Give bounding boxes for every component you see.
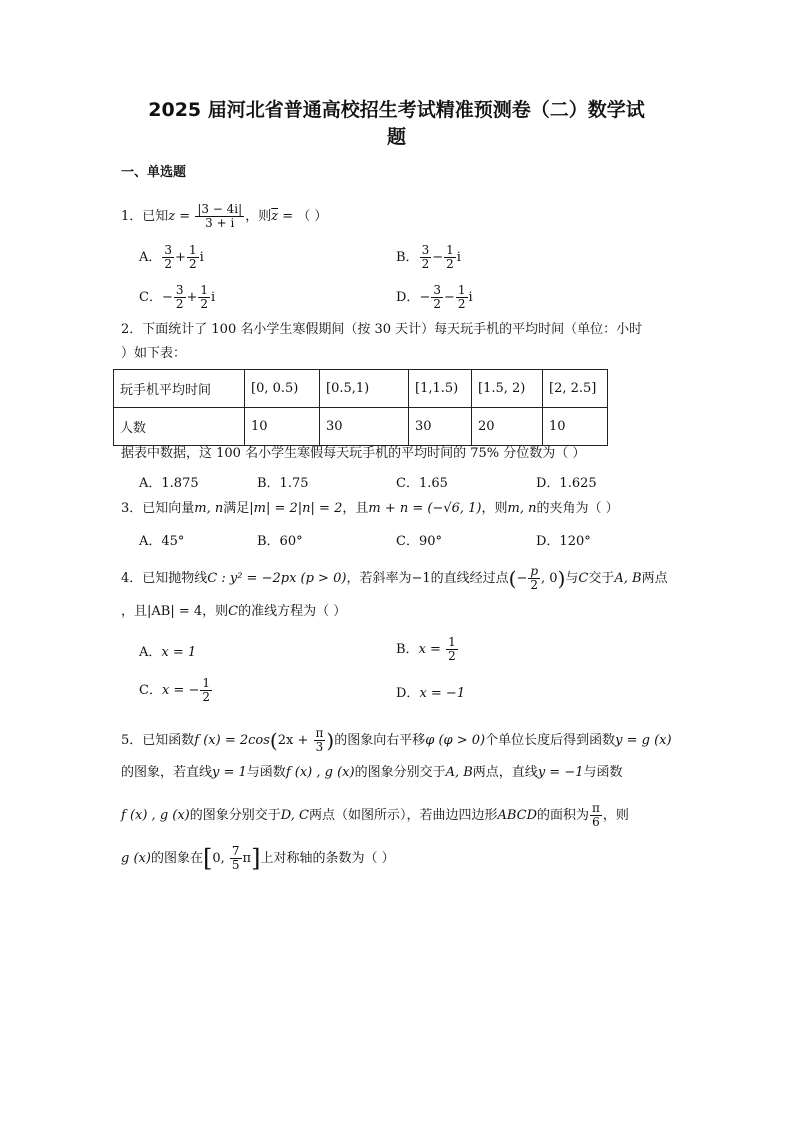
- q5-area-den: 6: [592, 815, 600, 829]
- q1-d-op: −: [443, 290, 455, 305]
- q4-text-f: 两点: [641, 571, 668, 586]
- q1-b-label: B．: [396, 250, 419, 265]
- q1-c-f2n: 1: [200, 283, 209, 297]
- q5-text-e: 与函数: [246, 765, 286, 780]
- q5-pi-den: 3: [315, 740, 324, 754]
- q3-text-c: ，且: [342, 501, 369, 516]
- q3-cond2: m + n = (−√6, 1): [368, 501, 482, 516]
- q1-a-f1d: 2: [164, 257, 173, 271]
- q4-paren-open: (: [508, 566, 517, 591]
- q1-a-frac1: [162, 244, 174, 271]
- q4-a-label: A．: [139, 645, 162, 660]
- question-5-line1: [121, 727, 672, 754]
- q4-text-c: 的直线经过点: [430, 571, 509, 586]
- q1-a-f2d: 2: [188, 257, 197, 271]
- q3-text-a: 3．已知向量: [121, 501, 195, 516]
- q5-text-l: ，则: [602, 808, 629, 823]
- table-cell: [0, 0.5): [245, 370, 320, 408]
- table-cell: [1,1.5): [409, 370, 472, 408]
- q1-mid: ，则: [245, 209, 272, 224]
- q5-ym1: y = −1: [537, 765, 584, 780]
- table-row: [114, 408, 608, 446]
- q1-c-sign: −: [161, 290, 173, 305]
- question-3: [121, 500, 619, 518]
- q4-ab: A, B: [614, 571, 642, 586]
- q1-b-frac1: [420, 244, 432, 271]
- q5-arg: 2x +: [277, 733, 313, 748]
- q4-c-expr: x = −: [161, 683, 200, 698]
- q1-c-frac2: [198, 284, 210, 311]
- q4-c-den: 2: [202, 690, 210, 704]
- exam-title-line2: 题: [386, 126, 406, 148]
- q1-d-frac1: [431, 284, 443, 311]
- section-heading: 一、单选题: [121, 165, 187, 180]
- q4-d-expr: x = −1: [419, 686, 466, 701]
- q4-point-den: 2: [530, 578, 539, 592]
- table-cell: 10: [543, 408, 608, 446]
- q1-b-f1d: 2: [421, 257, 430, 271]
- question-5-line4: [121, 845, 395, 872]
- q1-c-op: +: [186, 290, 198, 305]
- q1-a-f1n: 3: [164, 243, 173, 257]
- q1-option-b[interactable]: [396, 244, 461, 271]
- q4-point-frac: [528, 565, 540, 592]
- q1-eq: =: [175, 209, 195, 224]
- q3-vectors: m, n: [194, 501, 224, 516]
- table-cell: 30: [320, 408, 409, 446]
- question-4-line2: [121, 603, 346, 621]
- question-5-line3: [121, 802, 629, 829]
- q4-option-d[interactable]: [396, 682, 465, 701]
- q1-c-frac1: [174, 284, 186, 311]
- q5-ab: A, B: [445, 765, 473, 780]
- q5-phi: φ (φ > 0): [425, 733, 486, 748]
- q5-abcd: ABCD: [497, 808, 538, 823]
- q1-d-label: D．: [396, 290, 420, 305]
- q5-text-j: 两点（如图所示），若曲边四边形: [308, 808, 498, 823]
- q4-a-expr: x = 1: [161, 645, 197, 660]
- q1-d-f1n: 3: [433, 283, 441, 297]
- q1-b-op: −: [432, 250, 444, 265]
- q1-d-f2d: 2: [457, 297, 466, 311]
- q5-gx-2: g (x): [121, 851, 151, 866]
- q3-text-e: 的夹角为（ ）: [536, 501, 619, 516]
- q4-paren-close: ): [557, 566, 566, 591]
- q4-slope: −1: [411, 571, 431, 586]
- q1-c-f1d: 2: [175, 297, 184, 311]
- q4-option-b[interactable]: [396, 636, 459, 663]
- q3-cond1: |m| = 2|n| = 2: [249, 501, 343, 516]
- q4-text-h: ，则: [202, 604, 229, 619]
- q1-a-label: A．: [139, 250, 162, 265]
- q1-b-f2n: 1: [446, 243, 454, 257]
- q1-prefix: 1．已知: [121, 209, 169, 224]
- q4-text-a: 4．已知抛物线: [121, 571, 208, 586]
- q4-text-d: 与: [565, 571, 579, 586]
- q5-text-c: 个单位长度后得到函数: [485, 733, 616, 748]
- question-5-line2: [121, 764, 623, 782]
- table-cell: 20: [472, 408, 543, 446]
- q4-point-num: p: [530, 564, 539, 578]
- q4-b-expr: x =: [418, 642, 446, 657]
- q5-paren-open: (: [269, 728, 278, 753]
- q5-int-den: 5: [231, 858, 240, 872]
- q2-option-d[interactable]: D．1.625: [536, 476, 597, 491]
- question-2-line2: ）如下表：: [121, 346, 187, 361]
- q4-option-a[interactable]: [139, 641, 196, 660]
- table-cell: [2, 2.5]: [543, 370, 608, 408]
- q5-text-g: 两点，直线: [472, 765, 538, 780]
- q4-text-e: 交于: [588, 571, 615, 586]
- q5-text-h: 与函数: [583, 765, 623, 780]
- q5-text-a: 5．已知函数: [121, 733, 195, 748]
- q1-a-f2n: 1: [188, 243, 197, 257]
- q4-text-g: ，且: [121, 604, 148, 619]
- q5-text-m: 的图象在: [150, 851, 203, 866]
- question-2-line1: 2．下面统计了 100 名小学生寒假期间（按 30 天计）每天玩手机的平均时间（单位：小时: [121, 322, 643, 337]
- table-cell: [1.5, 2): [472, 370, 543, 408]
- q5-text-d: 的图象，若直线: [121, 765, 213, 780]
- table-cell: 10: [245, 408, 320, 446]
- q5-pi-num: π: [315, 726, 324, 740]
- q1-b-frac2: [444, 244, 456, 271]
- q5-text-b: 的图象向右平移: [334, 733, 426, 748]
- q5-area-frac: [590, 802, 602, 829]
- q1-fraction: [195, 203, 244, 230]
- q2-option-c[interactable]: C．1.65: [396, 476, 448, 491]
- q1-frac-den: 3 + i: [205, 216, 235, 230]
- q5-fx: f (x) = 2cos: [194, 733, 270, 748]
- q5-dc: D, C: [280, 808, 309, 823]
- q3-vectors-2: m, n: [507, 501, 537, 516]
- q4-b-num: 1: [448, 635, 456, 649]
- q1-z: z: [168, 209, 176, 224]
- q1-b-f1n: 3: [421, 243, 430, 257]
- q4-text-i: 的准线方程为（ ）: [238, 604, 347, 619]
- q4-option-c[interactable]: [139, 677, 213, 704]
- q1-d-f2n: 1: [457, 283, 466, 297]
- question-2-prompt: 据表中数据，这 100 名小学生寒假每天玩手机的平均时间的 75% 分位数为（ ）: [121, 446, 586, 461]
- q4-b-den: 2: [448, 649, 456, 663]
- q1-d-i: i: [468, 290, 473, 305]
- q1-c-f2d: 2: [200, 297, 209, 311]
- q4-point-tail: , 0: [541, 571, 558, 586]
- q3-option-a[interactable]: A．45°: [139, 534, 185, 549]
- usage-table: [113, 369, 608, 446]
- q1-c-f1n: 3: [175, 283, 184, 297]
- table-cell: 30: [409, 408, 472, 446]
- q4-c-label: C．: [139, 683, 162, 698]
- q3-option-b[interactable]: B．60°: [257, 534, 303, 549]
- q5-int-num: 7: [231, 844, 240, 858]
- q4-c-2: C: [228, 604, 239, 619]
- q1-d-frac2: [456, 284, 468, 311]
- q4-b-label: B．: [396, 642, 419, 657]
- q1-a-i: i: [199, 250, 204, 265]
- q4-c: C: [578, 571, 589, 586]
- q5-int-frac: [230, 845, 242, 872]
- q2-option-a[interactable]: A．1.875: [139, 476, 199, 491]
- q1-tail: = （ ）: [278, 209, 328, 224]
- q5-text-n: 上对称轴的条数为（ ）: [260, 851, 395, 866]
- exam-title-line1: 2025 届河北省普通高校招生考试精准预测卷（二）数学试: [148, 99, 645, 121]
- q5-bracket-close: ]: [251, 844, 261, 873]
- q1-a-op: +: [175, 250, 186, 265]
- table-cell: [0.5,1): [320, 370, 409, 408]
- q1-zbar: $\overline{z}$: [271, 209, 279, 224]
- q2-option-b[interactable]: B．1.75: [257, 476, 309, 491]
- q4-c-num: 1: [202, 676, 210, 690]
- q1-d-sign: −: [419, 290, 431, 305]
- q1-b-f2d: 2: [446, 257, 454, 271]
- q1-d-f1d: 2: [433, 297, 441, 311]
- table-row: [114, 370, 608, 408]
- q4-c-frac: [200, 677, 212, 704]
- q1-option-d[interactable]: [396, 284, 473, 311]
- q5-y1: y = 1: [212, 765, 247, 780]
- q5-area-num: π: [592, 801, 600, 815]
- q5-text-f: 的图象分别交于: [354, 765, 446, 780]
- q3-option-d[interactable]: D．120°: [536, 534, 591, 549]
- q5-fg-2: f (x) , g (x): [121, 808, 190, 823]
- q1-frac-num: |3 − 4i|: [197, 202, 243, 216]
- q1-a-frac2: [187, 244, 199, 271]
- q5-int-start: 0,: [212, 851, 229, 866]
- q4-text-b: ，若斜率为: [346, 571, 412, 586]
- q3-text-b: 满足: [223, 501, 250, 516]
- q1-option-a[interactable]: [139, 244, 204, 271]
- question-1: [121, 203, 327, 230]
- q5-text-i: 的图象分别交于: [189, 808, 281, 823]
- q5-bracket-open: [: [202, 844, 213, 873]
- q4-parabola: C : y² = −2px (p > 0): [207, 571, 347, 586]
- question-4-line1: 4．已知抛物线C : y² = −2px (p > 0)，若斜率为−1的直线经过点(− $\frac{p}{2}$ , 0)与C交于A, B两点: [121, 564, 668, 592]
- q4-b-frac: [446, 636, 458, 663]
- q5-fg: f (x) , g (x): [285, 765, 355, 780]
- q5-paren-close: ): [326, 728, 335, 753]
- q4-abs: |AB| = 4: [147, 604, 203, 619]
- q5-text-k: 的面积为: [537, 808, 590, 823]
- q5-gx: y = g (x): [615, 733, 672, 748]
- q5-int-pi: π: [242, 851, 252, 866]
- q4-d-label: D．: [396, 686, 420, 701]
- q1-c-label: C．: [139, 290, 162, 305]
- table-cell: 人数: [114, 408, 245, 446]
- q1-c-i: i: [211, 290, 216, 305]
- q3-text-d: ，则: [481, 501, 508, 516]
- q1-option-c[interactable]: [139, 284, 215, 311]
- q5-pi-frac: [314, 727, 326, 754]
- q3-option-c[interactable]: C．90°: [396, 534, 442, 549]
- q1-b-i: i: [456, 250, 461, 265]
- table-cell: 玩手机平均时间: [114, 370, 245, 408]
